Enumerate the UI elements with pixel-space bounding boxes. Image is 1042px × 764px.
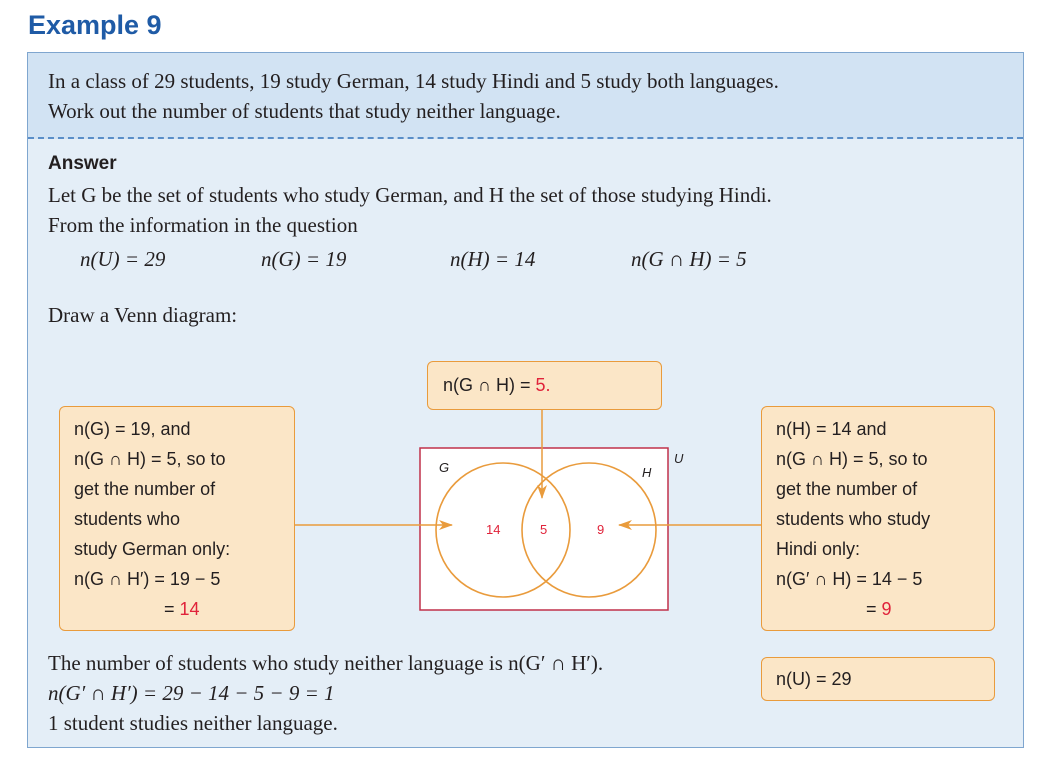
right-callout-result: 9 [881, 599, 892, 619]
conclusion-line-1: The number of students who study neither language is n(G′ ∩ H′). [48, 651, 604, 675]
top-callout-text: n(G ∩ H) = [443, 375, 536, 395]
left-callout-line-3: get the number of [74, 479, 216, 499]
draw-instruction: Draw a Venn diagram: [48, 303, 238, 327]
page-title: Example 9 [28, 10, 162, 40]
right-callout-line-5: Hindi only: [776, 539, 861, 559]
question-line-1: In a class of 29 students, 19 study German, 14 study Hindi and 5 study both languages. [48, 69, 779, 93]
answer-heading: Answer [48, 153, 117, 174]
left-callout-result: 14 [179, 599, 200, 619]
equation-n-g-intersect-h: n(G ∩ H) = 5 [631, 247, 747, 271]
set-h-label: H [642, 465, 652, 480]
equation-n-g: n(G) = 19 [261, 247, 347, 271]
universal-set-label: U [674, 451, 684, 466]
right-callout-line-1: n(H) = 14 and [776, 419, 887, 439]
left-callout-line-1: n(G) = 19, and [74, 419, 191, 439]
left-callout [59, 406, 295, 631]
answer-line-2: From the information in the question [48, 213, 358, 237]
universal-callout [761, 657, 995, 701]
conclusion-line-2: n(G′ ∩ H′) = 29 − 14 − 5 − 9 = 1 [48, 681, 335, 705]
right-callout [761, 406, 995, 631]
region-g-only-value: 14 [486, 522, 501, 537]
region-both-value: 5 [540, 522, 548, 537]
answer-line-1: Let G be the set of students who study German, and H the set of those studying Hindi. [48, 183, 772, 207]
top-callout [427, 361, 662, 410]
conclusion-line-3: 1 student studies neither language. [48, 711, 338, 735]
right-callout-line-6: n(G′ ∩ H) = 14 − 5 [776, 569, 923, 589]
left-callout-line-6: n(G ∩ H′) = 19 − 5 [74, 569, 221, 589]
left-callout-line-4: students who [74, 509, 181, 529]
right-callout-line-3: get the number of [776, 479, 918, 499]
universal-callout-text: n(U) = 29 [776, 669, 852, 689]
right-callout-line-4: students who study [776, 509, 931, 529]
set-g-label: G [439, 460, 450, 475]
left-callout-result-prefix: = [164, 599, 180, 619]
right-callout-result-prefix: = [866, 599, 882, 619]
region-h-only-value: 9 [597, 522, 605, 537]
equation-n-h: n(H) = 14 [450, 247, 536, 271]
left-callout-line-5: study German only: [74, 539, 231, 559]
equation-n-u: n(U) = 29 [80, 247, 166, 271]
right-callout-line-2: n(G ∩ H) = 5, so to [776, 449, 928, 469]
top-callout-suffix: . [545, 375, 551, 395]
example-box [27, 52, 1024, 748]
top-callout-value: 5 [535, 375, 546, 395]
left-callout-line-2: n(G ∩ H) = 5, so to [74, 449, 226, 469]
question-line-2: Work out the number of students that study neither language. [48, 99, 561, 123]
